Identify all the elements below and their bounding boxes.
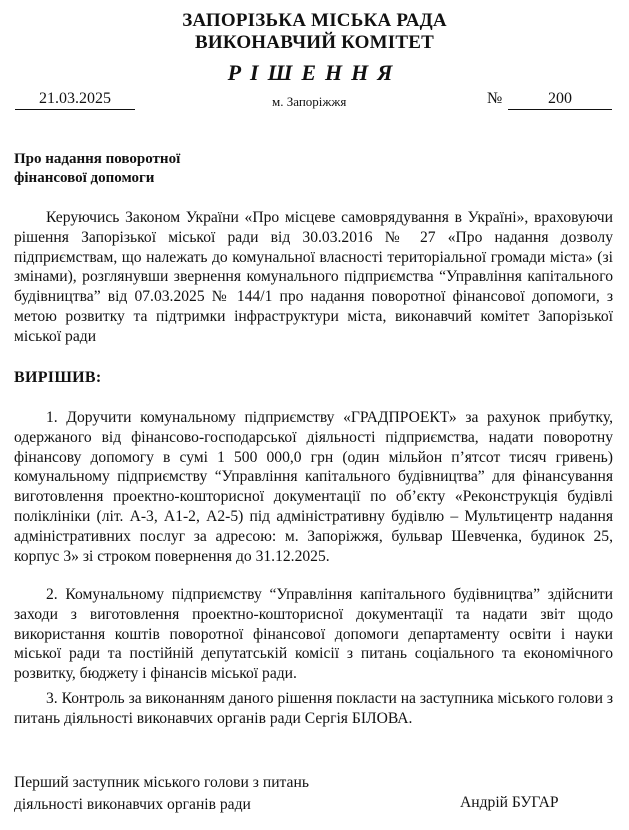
subject [14,150,180,188]
decision-number: 200 [508,90,612,110]
item-1: 1. Доручити комунальному підприємству «ГРАДПРОЕКТ» за рахунок прибутку, одержаного від фінансово-господарської діяльності підприємства, надати поворотну фінансову допомогу в сумі 1 500 000,0 грн (один мільйон п’ятсот тисяч гривень) комунальному підприємству “Управління капітального будівництва” для фінансування виготовлення проектно-кошторисної документації по об’єкту «Реконструкція будівлі поліклініки (літ. А-3, А1-2, А2-5) під адміністративну будівлю – Мультицентр надання адміністративних послуг за адресою: м. Запоріжжя, бульвар Шевченка, будинок 25, корпус 3» зі строком повернення до 31.12.2025. [14,409,613,565]
subject-line-2: фінансової допомоги [14,170,155,186]
decided-heading: ВИРІШИВ: [14,369,102,386]
preamble: Керуючись Законом України «Про місцеве самоврядування в Україні», враховуючи рішення Запорізької міської ради від 30.03.2016 № 27 «Про надання дозволу підприємствам, що належать до комунальної власності територіальної громади міста» (зі змінами), розглянувши звернення комунального підприємства “Управління капітального будівництва” від 07.03.2025 № 144/1 про надання поворотної фінансової допомоги, з метою розвитку та підтримки інфраструктури міста, виконавчий комітет Запорізької міської ради [14,209,613,345]
number-label: № [487,90,503,107]
subject-line-1: Про надання поворотної [14,151,181,167]
signatory-title-line-1: Перший заступник міського голови з питань [14,774,309,791]
committee-name: ВИКОНАВЧИЙ КОМІТЕТ [194,32,435,53]
signatory-name: Андрій БУГАР [460,794,559,811]
city: м. Запоріжжя [272,94,347,109]
signatory-title [14,772,309,816]
meta-row [0,90,629,112]
council-name: ЗАПОРІЗЬКА МІСЬКА РАДА [182,10,447,31]
signatory-title-line-2: діяльності виконавчих органів ради [14,796,251,813]
document-type: РІШЕННЯ [227,60,402,85]
item-2: 2. Комунальному підприємству “Управління капітального будівництва” здійснити заходи з виготовлення проектно-кошторисної документації та надати звіт щодо використання коштів поворотної фінансової допомоги департаменту освіти і науки міської ради та постійній депутатській комісії з питань соціального та економічного розвитку, бюджету і фінансів міської ради. [14,586,613,683]
decision-date: 21.03.2025 [15,90,135,110]
item-3: 3. Контроль за виконанням даного рішення покласти на заступника міського голови з питань діяльності виконавчих органів ради Сергія БІЛОВА. [14,690,613,727]
